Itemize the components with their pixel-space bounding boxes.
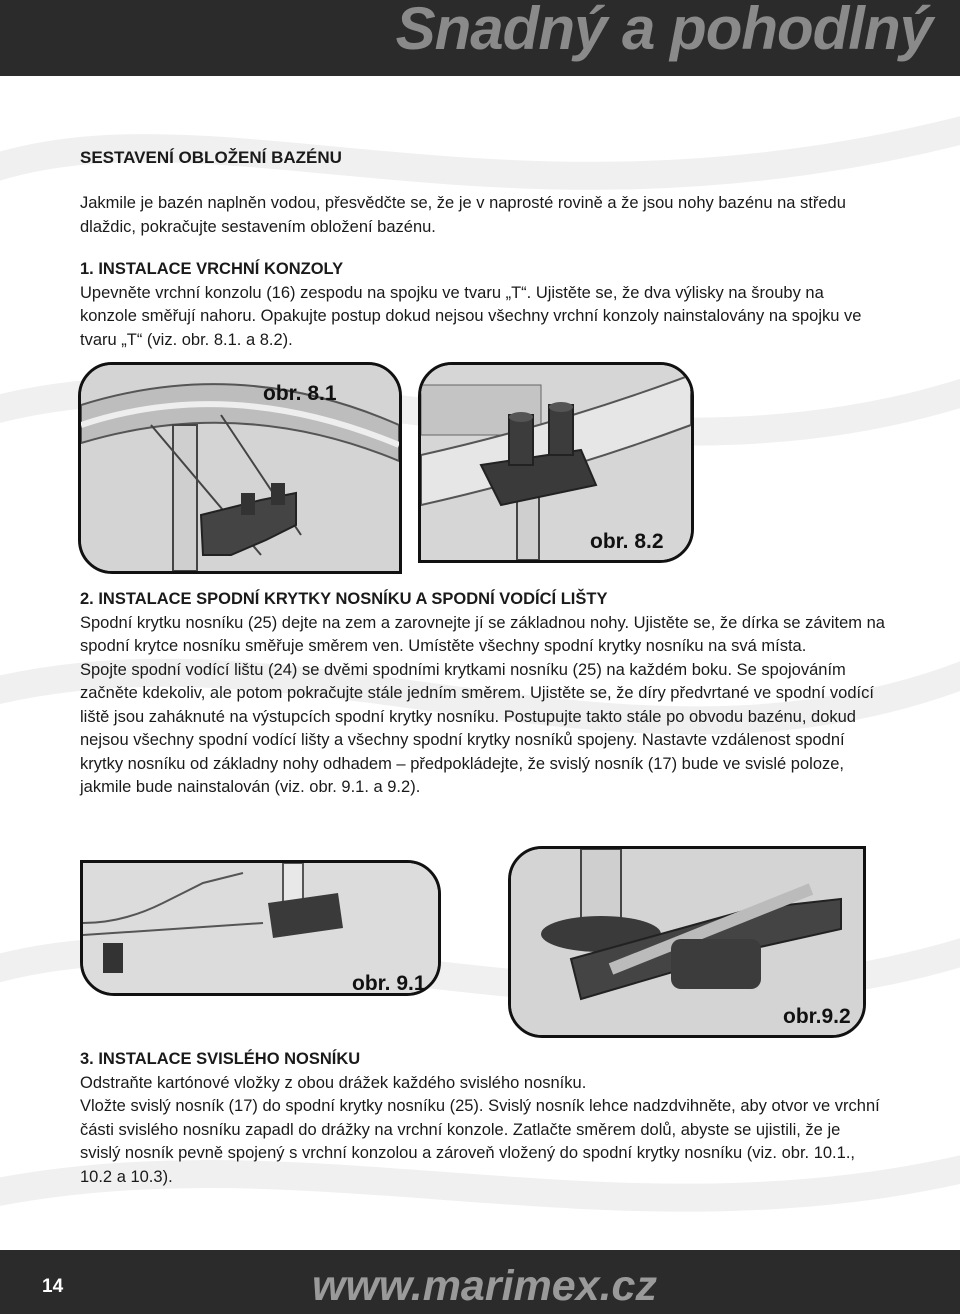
section-3-text-2: Vložte svislý nosník (17) do spodní krytky nosníku (25). Svislý nosník lehce nadzdvihněte, aby otvor ve vrchní části svislého nosníku zapadl do drážky na vrchní konzole. Zatlačte směrem dolů, abyste se ujistili, že je svislý nosník pevně spojený s vrchní konzolou a zároveň vložený do spodní krytky nosníku (viz. obr. 10.1., 10.2 a 10.3). [80, 1097, 880, 1186]
intro-paragraph: Jakmile je bazén naplněn vodou, přesvědčte se, že je v naprosté rovině a že jsou nohy bazénu na středu dlaždic, pokračujte sestavením obložení bazénu. [80, 194, 846, 236]
section-2-text-1: Spodní krytku nosníku (25) dejte na zem a zarovnejte jí se základnou nohy. Ujistěte se, že dírka se závitem na spodní krytce nosníku směřuje směrem ven. Umístěte všechny spodní krytky nosníku na svá místa. [80, 613, 885, 655]
section-2-heading: 2. INSTALACE SPODNÍ KRYTKY NOSNÍKU A SPODNÍ VODÍCÍ LIŠTY [80, 590, 608, 608]
section-3-heading: 3. INSTALACE SVISLÉHO NOSNÍKU [80, 1050, 361, 1068]
figure-8-1 [78, 362, 402, 574]
header-title: Snadný a pohodlný [395, 0, 932, 62]
figure-9-2-label: obr.9.2 [783, 1005, 851, 1028]
figure-9-1-label: obr. 9.1 [352, 972, 426, 995]
section-2-text-2: Spojte spodní vodící lištu (24) se dvěmi spodními krytkami nosníku (25) na každém boku. Se spojováním začněte kdekoliv, ale potom pokračujte stále jedním směrem. Ujistěte se, že díry předvrtané ve spodní vodící liště jsou zaháknuté na výstupcích spodní krytky nosníku. Postupujte takto stále po obvodu bazénu, dokud nejsou všechny spodní vodící lišty a všechny spodní krytky nosníků spojeny. Nastavte vzdálenost spodní krytky nosníku od základny nohy odhadem – předpokládejte, že svislý nosník (17) bude ve svislé poloze, jakmile bude nainstalován (viz. obr. 9.1. a 9.2). [80, 660, 874, 796]
section-1-text: Upevněte vrchní konzolu (16) zespodu na spojku ve tvaru „T“. Ujistěte se, že dva výlisky na šrouby na konzole směřují nahoru. Opakujte postup dokud nejsou všechny vrchní konzoly nainstalovány na spojku ve tvaru „T“ (viz. obr. 8.1. a 8.2). [80, 283, 862, 349]
section-1 [80, 258, 885, 352]
main-heading: SESTAVENÍ OBLOŽENÍ BAZÉNU [80, 148, 342, 167]
footer-url: www.marimex.cz [312, 1262, 657, 1310]
section-1-heading: 1. INSTALACE VRCHNÍ KONZOLY [80, 260, 344, 278]
section-3 [80, 1048, 885, 1189]
page-number: 14 [42, 1276, 64, 1297]
section-2 [80, 588, 885, 800]
figure-8-2-label: obr. 8.2 [590, 530, 664, 553]
figure-8-1-label: obr. 8.1 [263, 382, 337, 405]
section-3-text-1: Odstraňte kartónové vložky z obou drážek každého svislého nosníku. [80, 1073, 587, 1092]
figure-8-1-illustration [81, 365, 399, 571]
